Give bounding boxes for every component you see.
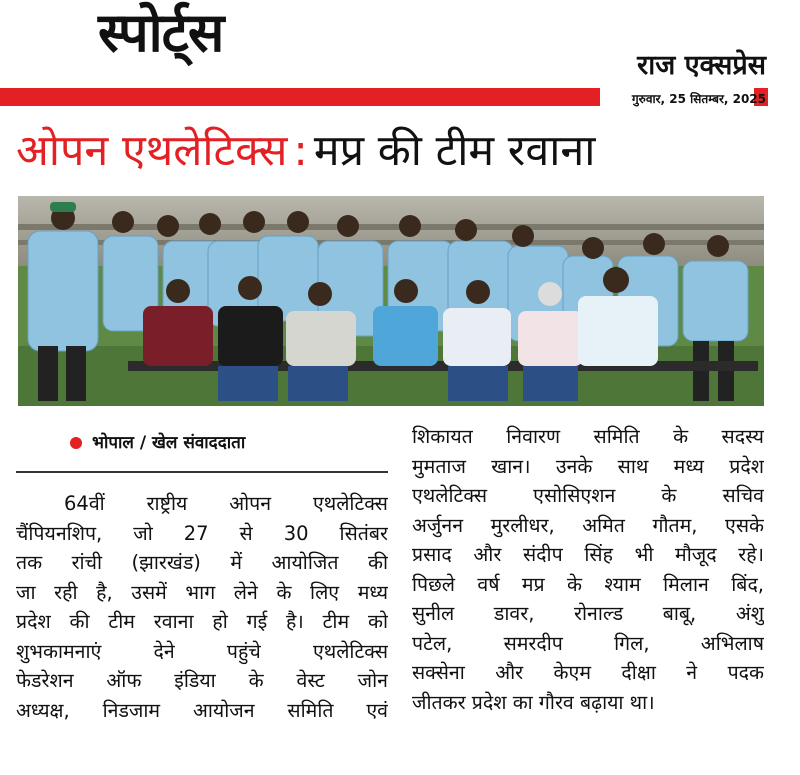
headline-separator: : — [293, 126, 308, 176]
byline-divider — [16, 471, 388, 473]
article-line: चैंपियनशिप, जो 27 से 30 सितंबर — [16, 521, 388, 545]
article-line: फेडरेशन ऑफ इंडिया के वेस्ट जोन — [16, 669, 388, 692]
header-red-bar — [0, 88, 600, 106]
article-line: सक्सेना और केएम दीक्षा ने पदक — [412, 661, 764, 684]
article-line: शिकायत निवारण समिति के सदस्य — [412, 425, 764, 448]
article-line: तक रांची (झारखंड) में आयोजित की — [16, 551, 388, 574]
headline-part2: मप्र की टीम रवाना — [313, 126, 596, 176]
article-line: शुभकामनाएं देने पहुंचे एथलेटिक्स — [16, 639, 388, 663]
headline-part1: ओपन एथलेटिक्स — [16, 126, 288, 176]
team-photo — [18, 196, 764, 406]
headline — [16, 126, 595, 178]
article-line: 64वीं राष्ट्रीय ओपन एथलेटिक्स — [64, 492, 388, 515]
article-line: पटेल, समरदीप गिल, अभिलाष — [412, 631, 764, 655]
article-line: प्रसाद और संदीप सिंह भी मौजूद रहे। — [412, 543, 764, 566]
issue-date: गुरुवार, 25 सितम्बर, 2025 — [631, 92, 766, 106]
article-line: पिछले वर्ष मप्र के श्याम मिलान बिंद, — [412, 572, 764, 596]
byline — [70, 430, 245, 453]
newspaper-brand: राज एक्सप्रेस — [637, 50, 766, 81]
article-line: जा रही है, उसमें भाग लेने के लिए मध्य — [16, 580, 388, 604]
article-line: एथलेटिक्स एसोसिएशन के सचिव — [412, 484, 764, 507]
section-title: स्पोर्ट्स — [98, 1, 224, 64]
article-column-1 — [16, 489, 388, 725]
article-line: सुनील डावर, रोनाल्ड बाबू, अंशु — [412, 602, 764, 625]
article-column-2 — [412, 422, 764, 717]
bullet-dot-icon — [70, 437, 82, 449]
article-line: मुमताज खान। उनके साथ मध्य प्रदेश — [412, 454, 764, 478]
article-line: प्रदेश की टीम रवाना हो गई है। टीम को — [16, 610, 388, 633]
article-line: जीतकर प्रदेश का गौरव बढ़ाया था। — [412, 690, 655, 714]
article-line: अर्जुनन मुरलीधर, अमित गौतम, एसके — [412, 513, 764, 537]
byline-text: भोपाल / खेल संवाददाता — [92, 433, 246, 453]
article-line: अध्यक्ष, निडजाम आयोजन समिति एवं — [16, 698, 388, 722]
